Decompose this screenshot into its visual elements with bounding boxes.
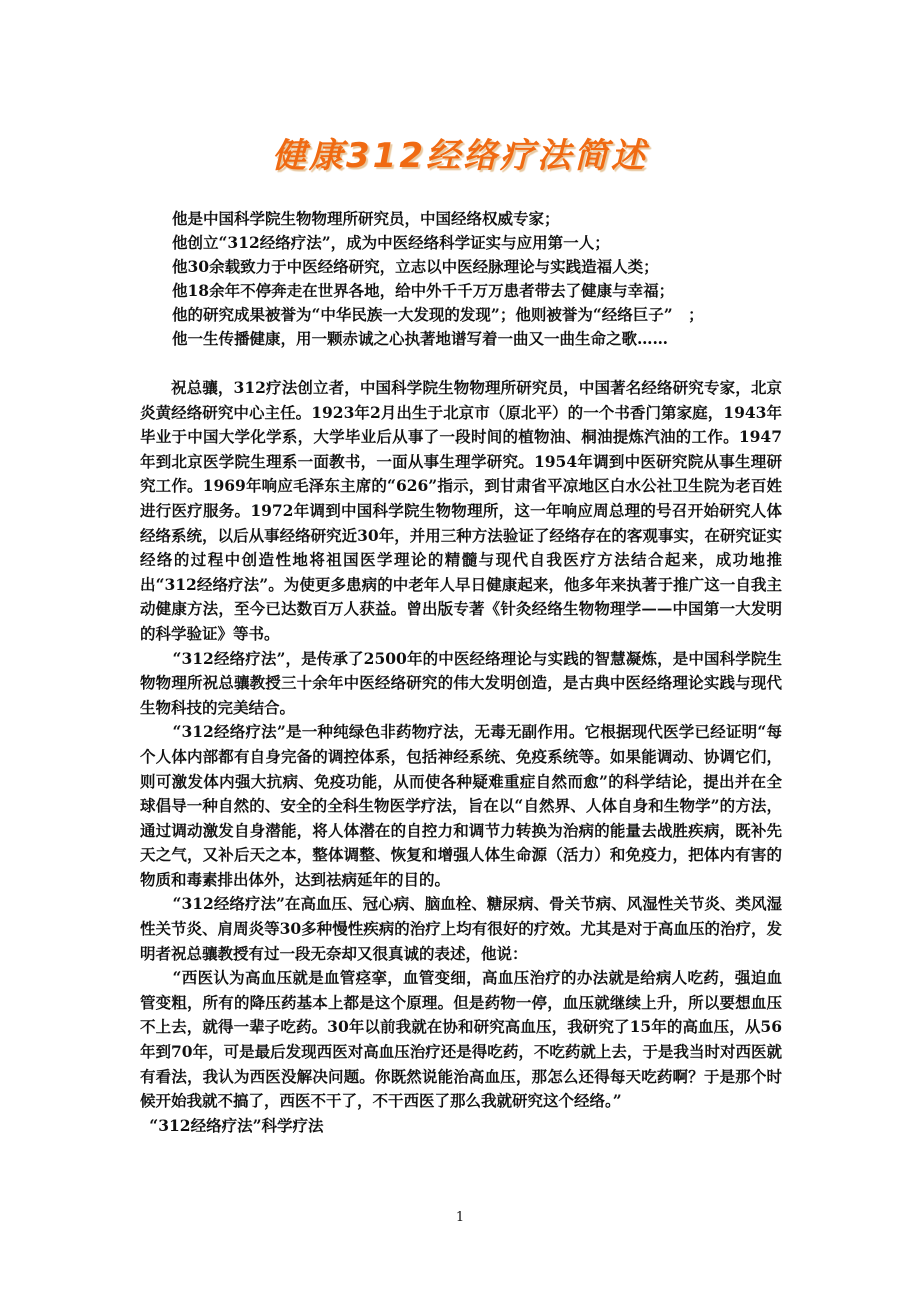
paragraph-biography: 祝总骧，312疗法创立者，中国科学院生物物理所研究员，中国著名经络研究专家，北京炎黄经络研究中心主任。1923年2月出生于北京市（原北平）的一个书香门第家庭，1943年毕业于中国大学化学系，大学毕业后从事了一段时间的植物油、桐油提炼汽油的工作。1947年到北京医学院生理系一面教书，一面从事生理学研究。1954年调到中医研究院从事生理研究工作。1969年响应毛泽东主席的“626”指示，到甘肃省平凉地区白水公社卫生院为老百姓进行医疗服务。1972年调到中国科学院生物物理所，这一年响应周总理的号召开始研究人体经络系统，以后从事经络研究近30年，并用三种方法验证了经络存在的客观事实，在研究证实经络的过程中创造性地将祖国医学理论的精髓与现代自我医疗方法结合起来，成功地推出“312经络疗法”。为使更多患病的中老年人早日健康起来，他多年来执著于推广这一自我主动健康方法，至今已达数百万人获益。曾出版专著《针灸经络生物物理学——中国第一大发明的科学验证》等书。 — [140, 378, 782, 643]
paragraph-therapy-origin: “312经络疗法”，是传承了2500年的中医经络理论与实践的智慧凝炼，是中国科学院生物物理所祝总骧教授三十余年中医经络研究的伟大发明创造，是古典中医经络理论实践与现代生物科技的完美结合。 — [140, 648, 782, 717]
paragraph-therapy-principle: “312经络疗法”是一种纯绿色非药物疗法，无毒无副作用。它根据现代医学已经证明“每个人体内部都有自身完备的调控体系，包括神经系统、免疫系统等。如果能调动、协调它们，则可激发体内强大抗病、免疫功能，从而使各种疑难重症自然而愈”的科学结论，提出并在全球倡导一种自然的、安全的全科生物医学疗法，旨在以“自然界、人体自身和生物学”的方法，通过调动激发自身潜能，将人体潜在的自控力和调节力转换为治病的能量去战胜疾病，既补先天之气，又补后天之本，整体调整、恢复和增强人体生命源（活力）和免疫力，把体内有害的物质和毒素排出体外，达到祛病延年的目的。 — [140, 722, 782, 889]
document-title: 健康312经络疗法简述 — [272, 136, 648, 176]
intro-line: 他的研究成果被誉为“中华民族一大发现的发现”；他则被誉为“经络巨子” ； — [172, 305, 704, 324]
intro-line: 他30余载致力于中医经络研究，立志以中医经脉理论与实践造福人类； — [172, 257, 659, 276]
body-text — [140, 376, 782, 1138]
section-heading: “312经络疗法”科学疗法 — [149, 1115, 324, 1135]
paragraph-quote: “西医认为高血压就是血管痉挛，血管变细，高血压治疗的办法就是给病人吃药，强迫血管变粗，所有的降压药基本上都是这个原理。但是药物一停，血压就继续上升，所以要想血压不上去，就得一辈子吃药。30年以前我就在协和研究高血压，我研究了15年的高血压，从56年到70年，可是最后发现西医对高血压治疗还是得吃药，不吃药就上去，于是我当时对西医就有看法，我认为西医没解决问题。你既然说能治高血压，那怎么还得每天吃药啊？于是那个时候开始我就不搞了，西医不干了，不干西医了那么我就研究这个经络。” — [140, 968, 782, 1111]
intro-line: 他创立“312经络疗法”，成为中医经络科学证实与应用第一人； — [172, 233, 610, 252]
intro-line: 他18余年不停奔走在世界各地，给中外千千万万患者带去了健康与幸福； — [172, 281, 675, 300]
paragraph-therapy-efficacy: “312经络疗法”在高血压、冠心病、脑血栓、糖尿病、骨关节病、风湿性关节炎、类风湿性关节炎、肩周炎等30多种慢性疾病的治疗上均有很好的疗效。尤其是对于高血压的治疗，发明者祝总骧教授有过一段无奈却又很真诚的表述，他说： — [140, 894, 782, 963]
intro-line: 他是中国科学院生物物理所研究员，中国经络权威专家； — [172, 209, 560, 228]
page-number: 1 — [455, 1210, 465, 1225]
intro-section — [172, 207, 772, 351]
intro-line: 他一生传播健康，用一颗赤诚之心执著地谱写着一曲又一曲生命之歌…… — [172, 329, 669, 348]
